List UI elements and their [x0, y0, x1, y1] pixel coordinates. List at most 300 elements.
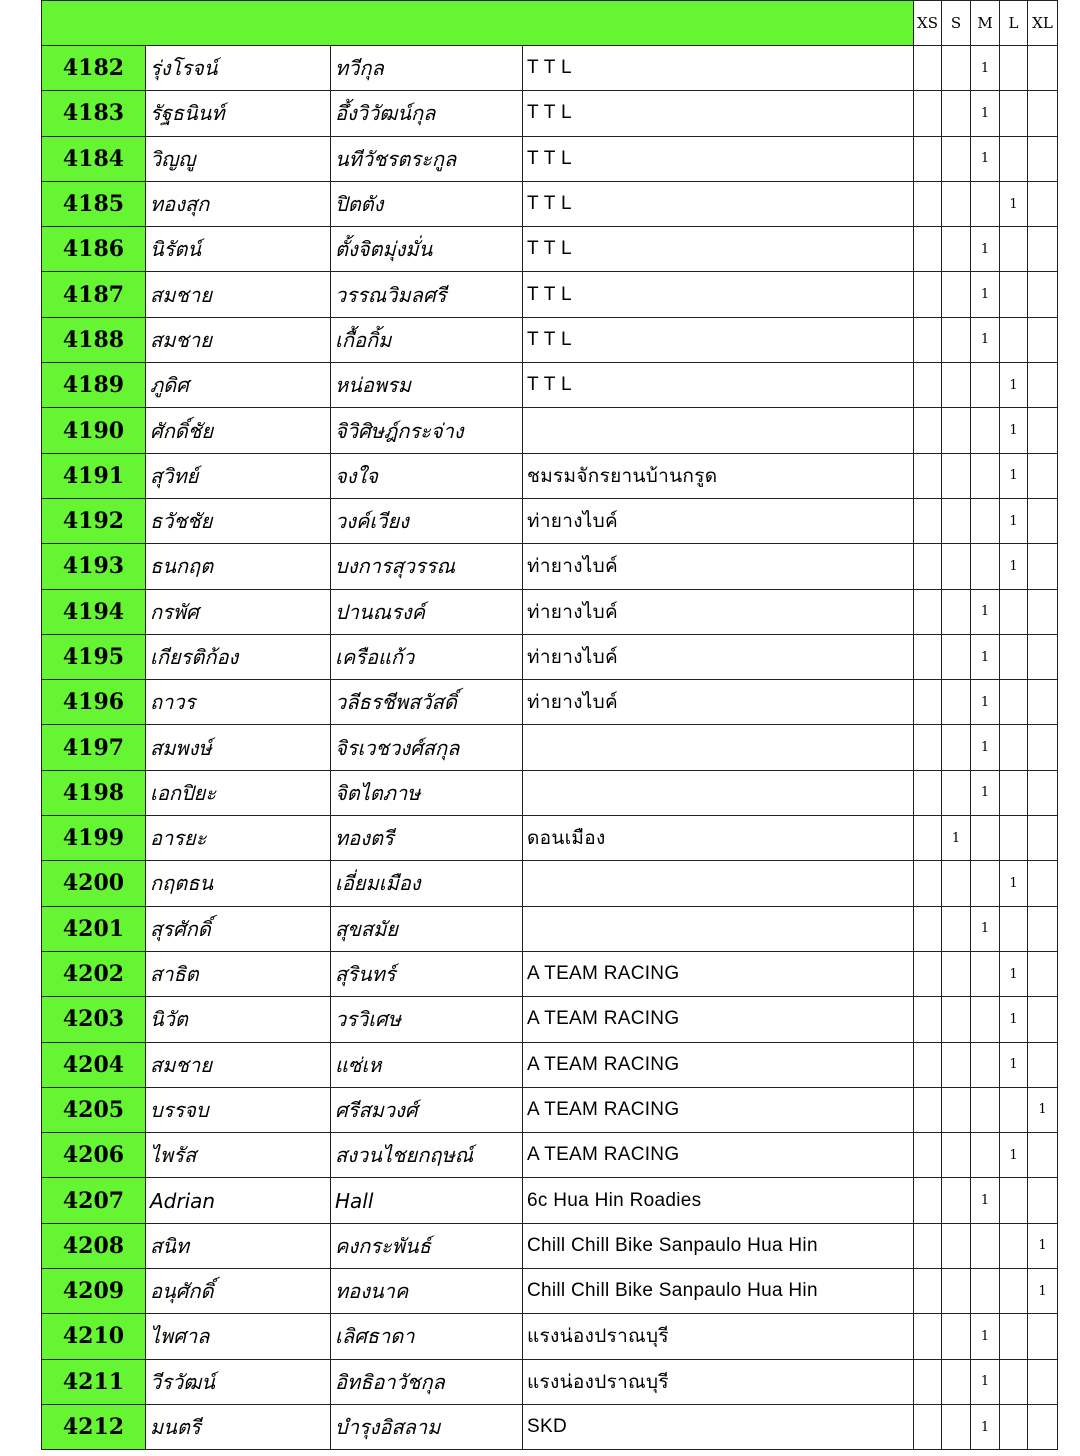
size-cell-xs [914, 861, 942, 906]
first-name: ไพศาล [146, 1314, 331, 1359]
size-cell-xs [914, 1133, 942, 1178]
first-name: มนตรี [146, 1404, 331, 1449]
size-cell-s [942, 1404, 971, 1449]
size-cell-m: 1 [971, 1404, 1000, 1449]
table-row [42, 544, 1058, 589]
size-cell-m: 1 [971, 725, 1000, 770]
size-header-m: M [971, 1, 1000, 46]
first-name: ภูดิศ [146, 363, 331, 408]
bib-number: 4184 [42, 136, 146, 181]
team-name: T T L [523, 181, 914, 226]
size-cell-xl [1028, 1404, 1058, 1449]
size-cell-s [942, 46, 971, 91]
size-cell-s [942, 1042, 971, 1087]
size-cell-s [942, 634, 971, 679]
size-cell-s [942, 136, 971, 181]
team-name: Chill Chill Bike Sanpaulo Hua Hin [523, 1269, 914, 1314]
size-cell-xl [1028, 272, 1058, 317]
size-cell-xl [1028, 951, 1058, 996]
table-row [42, 1087, 1058, 1132]
table-row [42, 1223, 1058, 1268]
last-name: วงค์เวียง [331, 498, 523, 543]
size-cell-s [942, 951, 971, 996]
size-cell-m [971, 453, 1000, 498]
size-cell-l: 1 [1000, 997, 1028, 1042]
size-cell-m [971, 498, 1000, 543]
team-name: T T L [523, 363, 914, 408]
bib-number: 4183 [42, 91, 146, 136]
size-cell-m: 1 [971, 91, 1000, 136]
size-cell-xs [914, 1223, 942, 1268]
bib-number: 4187 [42, 272, 146, 317]
size-cell-m [971, 1087, 1000, 1132]
size-cell-s [942, 1269, 971, 1314]
team-name [523, 770, 914, 815]
size-cell-s: 1 [942, 816, 971, 861]
team-name [523, 906, 914, 951]
size-cell-l [1000, 725, 1028, 770]
table-row [42, 408, 1058, 453]
bib-number: 4185 [42, 181, 146, 226]
size-cell-xl [1028, 91, 1058, 136]
size-cell-xs [914, 227, 942, 272]
bib-number: 4211 [42, 1359, 146, 1404]
size-cell-xs [914, 1404, 942, 1449]
team-name: T T L [523, 227, 914, 272]
size-cell-s [942, 906, 971, 951]
size-cell-xs [914, 1087, 942, 1132]
team-name [523, 861, 914, 906]
team-name [523, 408, 914, 453]
size-cell-xs [914, 1042, 942, 1087]
bib-number: 4209 [42, 1269, 146, 1314]
last-name: สุรินทร์ [331, 951, 523, 996]
bib-number: 4192 [42, 498, 146, 543]
team-name [523, 725, 914, 770]
last-name: อึ้งวิวัฒน์กุล [331, 91, 523, 136]
size-cell-xl: 1 [1028, 1269, 1058, 1314]
size-cell-m: 1 [971, 317, 1000, 362]
last-name: บงการสุวรรณ [331, 544, 523, 589]
size-cell-s [942, 997, 971, 1042]
size-cell-l: 1 [1000, 363, 1028, 408]
team-name: A TEAM RACING [523, 1133, 914, 1178]
size-cell-l [1000, 634, 1028, 679]
header-blank [42, 1, 914, 46]
size-cell-s [942, 453, 971, 498]
header-row [42, 1, 1058, 46]
bib-number: 4196 [42, 680, 146, 725]
bib-number: 4186 [42, 227, 146, 272]
size-cell-xl [1028, 816, 1058, 861]
size-cell-xl [1028, 906, 1058, 951]
last-name: เอี่ยมเมือง [331, 861, 523, 906]
size-cell-l: 1 [1000, 861, 1028, 906]
team-name: T T L [523, 46, 914, 91]
last-name: ปานณรงค์ [331, 589, 523, 634]
table-row [42, 770, 1058, 815]
bib-number: 4194 [42, 589, 146, 634]
first-name: สมชาย [146, 272, 331, 317]
size-cell-xs [914, 408, 942, 453]
size-cell-s [942, 589, 971, 634]
last-name: ตั้งจิตมุ่งมั่น [331, 227, 523, 272]
table-row [42, 363, 1058, 408]
size-cell-xl [1028, 363, 1058, 408]
first-name: อนุศักดิ์ [146, 1269, 331, 1314]
size-header-xs: XS [914, 1, 942, 46]
table-row [42, 1042, 1058, 1087]
size-cell-xs [914, 272, 942, 317]
last-name: Hall [331, 1178, 523, 1223]
size-cell-xl [1028, 136, 1058, 181]
size-cell-xl [1028, 1178, 1058, 1223]
size-cell-xl [1028, 997, 1058, 1042]
size-cell-xs [914, 498, 942, 543]
size-cell-m [971, 816, 1000, 861]
bib-number: 4198 [42, 770, 146, 815]
size-cell-l [1000, 317, 1028, 362]
table-row [42, 997, 1058, 1042]
size-cell-l [1000, 136, 1028, 181]
last-name: จงใจ [331, 453, 523, 498]
last-name: ทองนาค [331, 1269, 523, 1314]
size-cell-m [971, 1042, 1000, 1087]
table-row [42, 46, 1058, 91]
size-cell-s [942, 680, 971, 725]
size-cell-m [971, 408, 1000, 453]
size-cell-xs [914, 453, 942, 498]
table-row [42, 227, 1058, 272]
table-row [42, 589, 1058, 634]
size-cell-xs [914, 317, 942, 362]
size-cell-l [1000, 227, 1028, 272]
last-name: วรวิเศษ [331, 997, 523, 1042]
size-cell-l: 1 [1000, 453, 1028, 498]
table-row [42, 634, 1058, 679]
bib-number: 4190 [42, 408, 146, 453]
size-cell-xs [914, 91, 942, 136]
size-cell-s [942, 181, 971, 226]
size-cell-m [971, 861, 1000, 906]
table-row [42, 680, 1058, 725]
size-cell-l [1000, 906, 1028, 951]
size-cell-xs [914, 634, 942, 679]
bib-number: 4210 [42, 1314, 146, 1359]
team-name: A TEAM RACING [523, 997, 914, 1042]
bib-number: 4208 [42, 1223, 146, 1268]
size-cell-m [971, 951, 1000, 996]
first-name: ธนกฤต [146, 544, 331, 589]
size-cell-s [942, 1087, 971, 1132]
table-row [42, 1314, 1058, 1359]
first-name: สนิท [146, 1223, 331, 1268]
team-name: แรงน่องปราณบุรี [523, 1359, 914, 1404]
last-name: เลิศธาดา [331, 1314, 523, 1359]
team-name: ท่ายางไบค์ [523, 634, 914, 679]
size-cell-xl [1028, 544, 1058, 589]
size-cell-l [1000, 91, 1028, 136]
size-cell-s [942, 1223, 971, 1268]
size-cell-l: 1 [1000, 951, 1028, 996]
size-cell-l [1000, 589, 1028, 634]
size-cell-s [942, 861, 971, 906]
first-name: กฤตธน [146, 861, 331, 906]
size-cell-m: 1 [971, 680, 1000, 725]
last-name: สุขสมัย [331, 906, 523, 951]
size-cell-l [1000, 1314, 1028, 1359]
size-cell-xl [1028, 1314, 1058, 1359]
size-cell-xs [914, 1178, 942, 1223]
table-row [42, 725, 1058, 770]
bib-number: 4204 [42, 1042, 146, 1087]
first-name: สมพงษ์ [146, 725, 331, 770]
first-name: เอกปิยะ [146, 770, 331, 815]
bib-number: 4195 [42, 634, 146, 679]
first-name: นิรัตน์ [146, 227, 331, 272]
last-name: คงกระพันธ์ [331, 1223, 523, 1268]
first-name: นิวัต [146, 997, 331, 1042]
size-cell-s [942, 227, 971, 272]
size-cell-xl [1028, 770, 1058, 815]
size-cell-s [942, 408, 971, 453]
size-cell-m [971, 363, 1000, 408]
size-cell-l [1000, 816, 1028, 861]
size-cell-xs [914, 725, 942, 770]
bib-number: 4188 [42, 317, 146, 362]
team-name: ชมรมจักรยานบ้านกรูด [523, 453, 914, 498]
last-name: ทองตรี [331, 816, 523, 861]
last-name: แซ่เห [331, 1042, 523, 1087]
last-name: เกื้อกิ้ม [331, 317, 523, 362]
size-cell-xs [914, 680, 942, 725]
size-cell-xl [1028, 408, 1058, 453]
registration-table [41, 0, 1058, 1450]
first-name: รุ่งโรจน์ [146, 46, 331, 91]
last-name: วรรณวิมลศรี [331, 272, 523, 317]
last-name: ปิตตัง [331, 181, 523, 226]
team-name: A TEAM RACING [523, 951, 914, 996]
size-cell-s [942, 770, 971, 815]
size-header-xl: XL [1028, 1, 1058, 46]
size-cell-xs [914, 181, 942, 226]
first-name: Adrian [146, 1178, 331, 1223]
bib-number: 4206 [42, 1133, 146, 1178]
size-cell-m: 1 [971, 1314, 1000, 1359]
size-cell-m: 1 [971, 589, 1000, 634]
size-cell-m: 1 [971, 634, 1000, 679]
table-row [42, 1404, 1058, 1449]
first-name: สมชาย [146, 1042, 331, 1087]
size-cell-m: 1 [971, 1178, 1000, 1223]
first-name: สุรศักดิ์ [146, 906, 331, 951]
team-name: ท่ายางไบค์ [523, 589, 914, 634]
team-name: T T L [523, 91, 914, 136]
size-cell-m [971, 1269, 1000, 1314]
first-name: ถาวร [146, 680, 331, 725]
team-name: 6c Hua Hin Roadies [523, 1178, 914, 1223]
size-cell-m: 1 [971, 906, 1000, 951]
size-cell-m [971, 1223, 1000, 1268]
size-cell-s [942, 544, 971, 589]
bib-number: 4202 [42, 951, 146, 996]
table-row [42, 906, 1058, 951]
size-cell-m [971, 544, 1000, 589]
bib-number: 4191 [42, 453, 146, 498]
first-name: ไพรัส [146, 1133, 331, 1178]
table-row [42, 272, 1058, 317]
size-cell-l [1000, 1178, 1028, 1223]
size-cell-l: 1 [1000, 498, 1028, 543]
last-name: จิวิศิษฎ์กระจ่าง [331, 408, 523, 453]
size-cell-l [1000, 1404, 1028, 1449]
first-name: สาธิต [146, 951, 331, 996]
size-cell-s [942, 498, 971, 543]
bib-number: 4189 [42, 363, 146, 408]
first-name: สมชาย [146, 317, 331, 362]
table-row [42, 136, 1058, 181]
bib-number: 4207 [42, 1178, 146, 1223]
last-name: อิทธิอาวัชกุล [331, 1359, 523, 1404]
size-cell-l: 1 [1000, 1133, 1028, 1178]
size-cell-xs [914, 997, 942, 1042]
size-cell-s [942, 1359, 971, 1404]
size-cell-m [971, 997, 1000, 1042]
team-name: Chill Chill Bike Sanpaulo Hua Hin [523, 1223, 914, 1268]
bib-number: 4199 [42, 816, 146, 861]
table-row [42, 1133, 1058, 1178]
size-header-s: S [942, 1, 971, 46]
size-cell-l: 1 [1000, 1042, 1028, 1087]
size-cell-xs [914, 1314, 942, 1359]
size-cell-xs [914, 906, 942, 951]
size-cell-l [1000, 1087, 1028, 1132]
first-name: ศักดิ์ชัย [146, 408, 331, 453]
table-row [42, 317, 1058, 362]
last-name: เครือแก้ว [331, 634, 523, 679]
size-cell-m [971, 181, 1000, 226]
team-name: A TEAM RACING [523, 1087, 914, 1132]
bib-number: 4205 [42, 1087, 146, 1132]
size-cell-s [942, 91, 971, 136]
size-cell-m: 1 [971, 136, 1000, 181]
table-row [42, 1269, 1058, 1314]
size-header-l: L [1000, 1, 1028, 46]
bib-number: 4201 [42, 906, 146, 951]
size-cell-xs [914, 544, 942, 589]
size-cell-m: 1 [971, 770, 1000, 815]
size-cell-s [942, 1314, 971, 1359]
size-cell-xl [1028, 317, 1058, 362]
first-name: บรรจบ [146, 1087, 331, 1132]
size-cell-l [1000, 272, 1028, 317]
size-cell-s [942, 272, 971, 317]
size-cell-xs [914, 816, 942, 861]
size-cell-s [942, 1133, 971, 1178]
last-name: สงวนไชยกฤษณ์ [331, 1133, 523, 1178]
table-row [42, 816, 1058, 861]
size-cell-xl [1028, 680, 1058, 725]
size-cell-xl [1028, 46, 1058, 91]
size-cell-l [1000, 680, 1028, 725]
size-cell-m: 1 [971, 227, 1000, 272]
last-name: จิตไตภาษ [331, 770, 523, 815]
size-cell-l [1000, 1223, 1028, 1268]
last-name: บำรุงอิสลาม [331, 1404, 523, 1449]
last-name: ศรีสมวงศ์ [331, 1087, 523, 1132]
size-cell-xs [914, 951, 942, 996]
size-cell-xl [1028, 589, 1058, 634]
size-cell-xl [1028, 861, 1058, 906]
size-cell-xl [1028, 725, 1058, 770]
team-name: ท่ายางไบค์ [523, 680, 914, 725]
table-row [42, 181, 1058, 226]
size-cell-xs [914, 770, 942, 815]
size-cell-xs [914, 1269, 942, 1314]
size-cell-l [1000, 1359, 1028, 1404]
bib-number: 4203 [42, 997, 146, 1042]
last-name: นทีวัชรตระกูล [331, 136, 523, 181]
size-cell-xs [914, 46, 942, 91]
size-cell-xl [1028, 453, 1058, 498]
bib-number: 4197 [42, 725, 146, 770]
table-row [42, 1359, 1058, 1404]
last-name: จิรเวชวงศ์สกุล [331, 725, 523, 770]
team-name: ท่ายางไบค์ [523, 544, 914, 589]
team-name: T T L [523, 272, 914, 317]
bib-number: 4212 [42, 1404, 146, 1449]
size-cell-l [1000, 1269, 1028, 1314]
table-row [42, 91, 1058, 136]
team-name: A TEAM RACING [523, 1042, 914, 1087]
size-cell-m: 1 [971, 46, 1000, 91]
table-row [42, 498, 1058, 543]
last-name: ทวีกุล [331, 46, 523, 91]
team-name: T T L [523, 136, 914, 181]
size-cell-s [942, 363, 971, 408]
first-name: อารยะ [146, 816, 331, 861]
size-cell-s [942, 1178, 971, 1223]
first-name: สุวิทย์ [146, 453, 331, 498]
size-cell-s [942, 725, 971, 770]
table-row [42, 453, 1058, 498]
size-cell-xl [1028, 227, 1058, 272]
table-row [42, 951, 1058, 996]
first-name: วีรวัฒน์ [146, 1359, 331, 1404]
last-name: วลีธรชีพสวัสดิ์ [331, 680, 523, 725]
size-cell-l: 1 [1000, 544, 1028, 589]
size-cell-xs [914, 363, 942, 408]
size-cell-xl: 1 [1028, 1223, 1058, 1268]
size-cell-xl [1028, 634, 1058, 679]
size-cell-xs [914, 1359, 942, 1404]
size-cell-m: 1 [971, 1359, 1000, 1404]
bib-number: 4193 [42, 544, 146, 589]
size-cell-xl [1028, 1042, 1058, 1087]
first-name: เกียรติก้อง [146, 634, 331, 679]
size-cell-l: 1 [1000, 408, 1028, 453]
size-cell-xl [1028, 1133, 1058, 1178]
first-name: ทองสุก [146, 181, 331, 226]
table-row [42, 861, 1058, 906]
size-cell-xl [1028, 1359, 1058, 1404]
team-name: SKD [523, 1404, 914, 1449]
size-cell-l: 1 [1000, 181, 1028, 226]
first-name: วิญญู [146, 136, 331, 181]
size-cell-xl [1028, 181, 1058, 226]
bib-number: 4200 [42, 861, 146, 906]
size-cell-xl [1028, 498, 1058, 543]
